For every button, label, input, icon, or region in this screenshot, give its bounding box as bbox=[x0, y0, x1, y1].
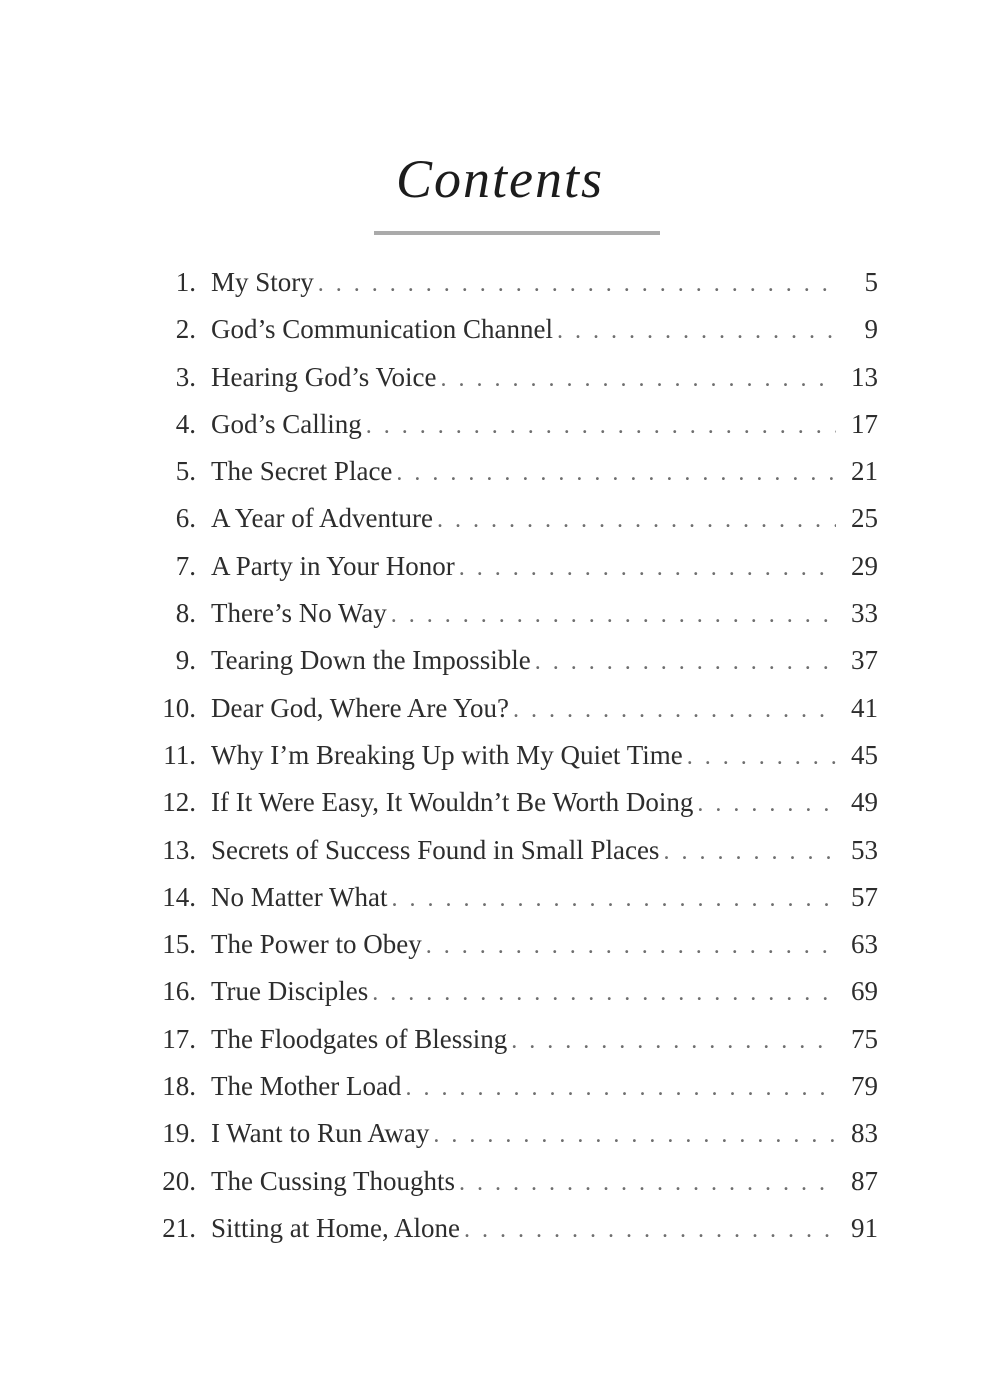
dot-leader bbox=[405, 1065, 836, 1112]
chapter-title: The Mother Load bbox=[211, 1071, 402, 1102]
chapter-number: 16. bbox=[162, 976, 196, 1007]
dot-leader bbox=[318, 261, 836, 308]
page-number: 9 bbox=[864, 314, 878, 345]
chapter-title: Sitting at Home, Alone bbox=[211, 1212, 460, 1243]
chapter-number: 15. bbox=[162, 929, 196, 960]
chapter-number: 11. bbox=[163, 739, 196, 770]
page-number: 53 bbox=[851, 834, 878, 865]
page-number: 37 bbox=[851, 645, 878, 676]
page-number: 87 bbox=[851, 1165, 878, 1196]
page-number: 33 bbox=[851, 598, 878, 629]
page-number: 13 bbox=[851, 361, 878, 392]
chapter-title: No Matter What bbox=[211, 881, 388, 912]
chapter-title: Hearing God’s Voice bbox=[211, 361, 437, 392]
dot-leader bbox=[440, 356, 836, 403]
title-divider bbox=[374, 231, 660, 235]
page-number: 79 bbox=[851, 1071, 878, 1102]
page-number: 45 bbox=[851, 739, 878, 770]
page-number: 75 bbox=[851, 1023, 878, 1054]
chapter-number: 1. bbox=[175, 267, 196, 297]
chapter-title: God’s Calling bbox=[211, 408, 362, 439]
dot-leader bbox=[557, 308, 836, 355]
dot-leader bbox=[511, 1018, 836, 1065]
page-number: 49 bbox=[851, 787, 878, 818]
dot-leader bbox=[459, 545, 836, 592]
toc-entry bbox=[148, 827, 878, 874]
chapter-title: The Cussing Thoughts bbox=[211, 1165, 456, 1196]
toc-entry bbox=[148, 448, 878, 495]
chapter-title: The Secret Place bbox=[211, 456, 393, 487]
toc-entry bbox=[148, 543, 878, 590]
chapter-number: 18. bbox=[162, 1071, 196, 1102]
chapter-number: 19. bbox=[162, 1118, 196, 1149]
dot-leader bbox=[513, 687, 836, 734]
chapter-number: 8. bbox=[175, 598, 196, 629]
page-title: Contents bbox=[395, 149, 604, 209]
dot-leader bbox=[391, 592, 836, 639]
toc-entry bbox=[148, 306, 878, 353]
chapter-number: 13. bbox=[162, 834, 196, 865]
chapter-number: 4. bbox=[175, 408, 196, 439]
chapter-title: Tearing Down the Impossible bbox=[211, 645, 531, 676]
toc-entry bbox=[148, 1063, 878, 1110]
toc-entry bbox=[148, 732, 878, 779]
page-number: 57 bbox=[851, 881, 878, 912]
toc-list bbox=[148, 259, 878, 1252]
toc-entry bbox=[148, 779, 878, 826]
dot-leader bbox=[459, 1160, 836, 1207]
toc-entry bbox=[148, 921, 878, 968]
chapter-title: A Party in Your Honor bbox=[211, 550, 455, 581]
toc-entry bbox=[148, 590, 878, 637]
page-number: 69 bbox=[851, 976, 878, 1007]
page-number: 17 bbox=[851, 408, 878, 439]
toc-entry bbox=[148, 637, 878, 684]
toc-entry bbox=[148, 1110, 878, 1157]
chapter-title: Dear God, Where Are You? bbox=[211, 692, 509, 723]
chapter-number: 10. bbox=[162, 692, 196, 723]
page-number: 29 bbox=[851, 550, 878, 581]
dot-leader bbox=[433, 1112, 836, 1159]
toc-entry bbox=[148, 1016, 878, 1063]
dot-leader bbox=[391, 876, 836, 923]
dot-leader bbox=[396, 450, 836, 497]
toc-entry bbox=[148, 968, 878, 1015]
toc-entry bbox=[148, 259, 878, 306]
dot-leader bbox=[687, 734, 836, 781]
chapter-title: My Story bbox=[211, 267, 314, 297]
dot-leader bbox=[464, 1207, 836, 1254]
dot-leader bbox=[663, 829, 836, 876]
chapter-number: 3. bbox=[175, 361, 196, 392]
chapter-title: The Power to Obey bbox=[211, 929, 422, 960]
page-number: 41 bbox=[851, 692, 878, 723]
chapter-number: 20. bbox=[162, 1165, 196, 1196]
chapter-title: God’s Communication Channel bbox=[211, 314, 553, 345]
dot-leader bbox=[697, 781, 836, 828]
toc-entry bbox=[148, 401, 878, 448]
chapter-number: 12. bbox=[162, 787, 196, 818]
dot-leader bbox=[372, 970, 836, 1017]
toc-entry bbox=[148, 874, 878, 921]
dot-leader bbox=[366, 403, 836, 450]
dot-leader bbox=[535, 639, 836, 686]
toc-entry bbox=[148, 495, 878, 542]
chapter-number: 5. bbox=[175, 456, 196, 487]
page-number: 91 bbox=[851, 1212, 878, 1243]
chapter-title: If It Were Easy, It Wouldn’t Be Worth Doing bbox=[211, 787, 694, 818]
chapter-number: 2. bbox=[175, 314, 196, 345]
toc-entry bbox=[148, 1158, 878, 1205]
page-number: 63 bbox=[851, 929, 878, 960]
page-number: 25 bbox=[851, 503, 878, 534]
chapter-number: 17. bbox=[162, 1023, 196, 1054]
chapter-number: 9. bbox=[175, 645, 196, 676]
page-number: 5 bbox=[864, 267, 878, 297]
chapter-title: I Want to Run Away bbox=[211, 1118, 430, 1149]
chapter-number: 7. bbox=[175, 550, 196, 581]
chapter-title: A Year of Adventure bbox=[211, 503, 433, 534]
toc-entry bbox=[148, 1205, 878, 1252]
chapter-number: 6. bbox=[175, 503, 196, 534]
chapter-title: True Disciples bbox=[211, 976, 369, 1007]
chapter-title: Why I’m Breaking Up with My Quiet Time bbox=[211, 739, 683, 770]
toc-entry bbox=[148, 354, 878, 401]
chapter-title: The Floodgates of Blessing bbox=[211, 1023, 508, 1054]
chapter-number: 21. bbox=[162, 1212, 196, 1243]
page-number: 21 bbox=[851, 456, 878, 487]
dot-leader bbox=[437, 497, 836, 544]
toc-entry bbox=[148, 685, 878, 732]
chapter-number: 14. bbox=[162, 881, 196, 912]
chapter-title: Secrets of Success Found in Small Places bbox=[211, 834, 660, 865]
dot-leader bbox=[426, 923, 836, 970]
chapter-title: There’s No Way bbox=[211, 598, 387, 629]
page-number: 83 bbox=[851, 1118, 878, 1149]
